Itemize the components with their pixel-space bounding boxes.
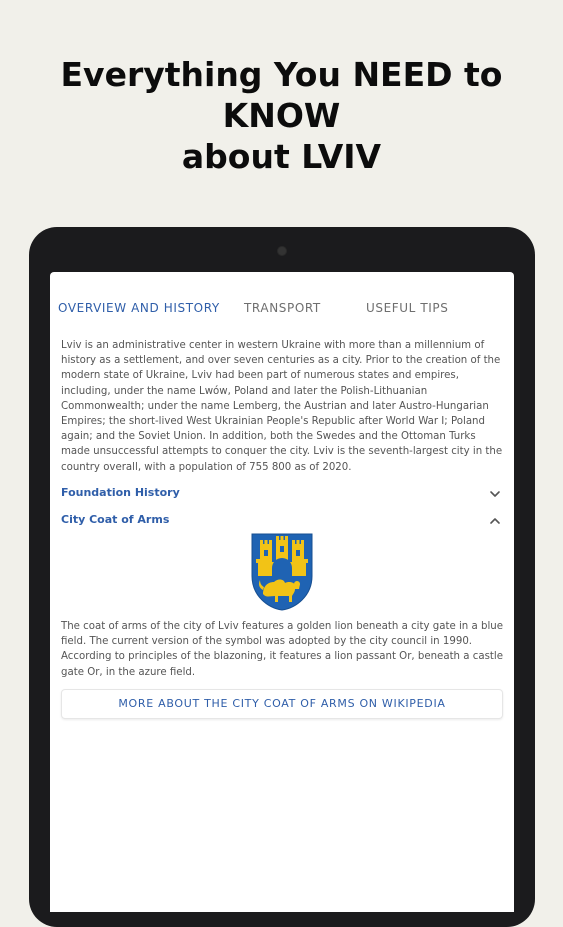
chevron-up-icon [488, 514, 502, 528]
coat-of-arms-description: The coat of arms of the city of Lviv features a golden lion beneath a city gate in a blue field. The current version of the symbol was adopted by the city council in 1990. According to principles of the blazoning, it features a lion passant Or, beneath a castle gate Or, in the azure field. [61, 621, 504, 678]
headline-line-1: Everything You NEED to [60, 55, 503, 94]
accordion-label: Foundation History [61, 486, 180, 499]
tab-bar [50, 299, 514, 323]
wikipedia-coat-of-arms-button[interactable]: MORE ABOUT THE CITY COAT OF ARMS ON WIKIPEDIA [61, 689, 503, 719]
coat-of-arms-icon [250, 532, 314, 612]
tab-useful-tips[interactable]: USEFUL TIPS [366, 301, 449, 315]
accordion-foundation-history[interactable] [61, 484, 502, 504]
tab-transport[interactable]: TRANSPORT [244, 301, 321, 315]
intro-paragraph: Lviv is an administrative center in western Ukraine with more than a millennium of history as a settlement, and over seven centuries as a city. Prior to the creation of the modern state of Ukraine, Lviv had been part of numerous states and empires, including, under the name Lwów, Poland and later the Polish-Lithuanian Commonwealth; under the name Lemberg, the Austrian and later Austro-Hungarian Empires; the short-lived West Ukrainian People's Republic after World War I; Poland again; and the Soviet Union. In addition, both the Swedes and the Ottoman Turks made unsuccessful attempts to conquer the city. Lviv is the seventh-largest city in the country overall, with a population of 755 800 as of 2020. [61, 340, 503, 473]
accordion-label: City Coat of Arms [61, 513, 170, 526]
promo-headline [0, 54, 563, 177]
accordion-city-coat-of-arms[interactable] [61, 511, 502, 531]
camera-icon [277, 246, 287, 256]
chevron-down-icon [488, 487, 502, 501]
tab-overview-history[interactable]: OVERVIEW AND HISTORY [58, 301, 220, 315]
headline-line-2: KNOW [222, 96, 341, 135]
app-screen [50, 272, 514, 912]
headline-line-3: about LVIV [181, 137, 382, 176]
